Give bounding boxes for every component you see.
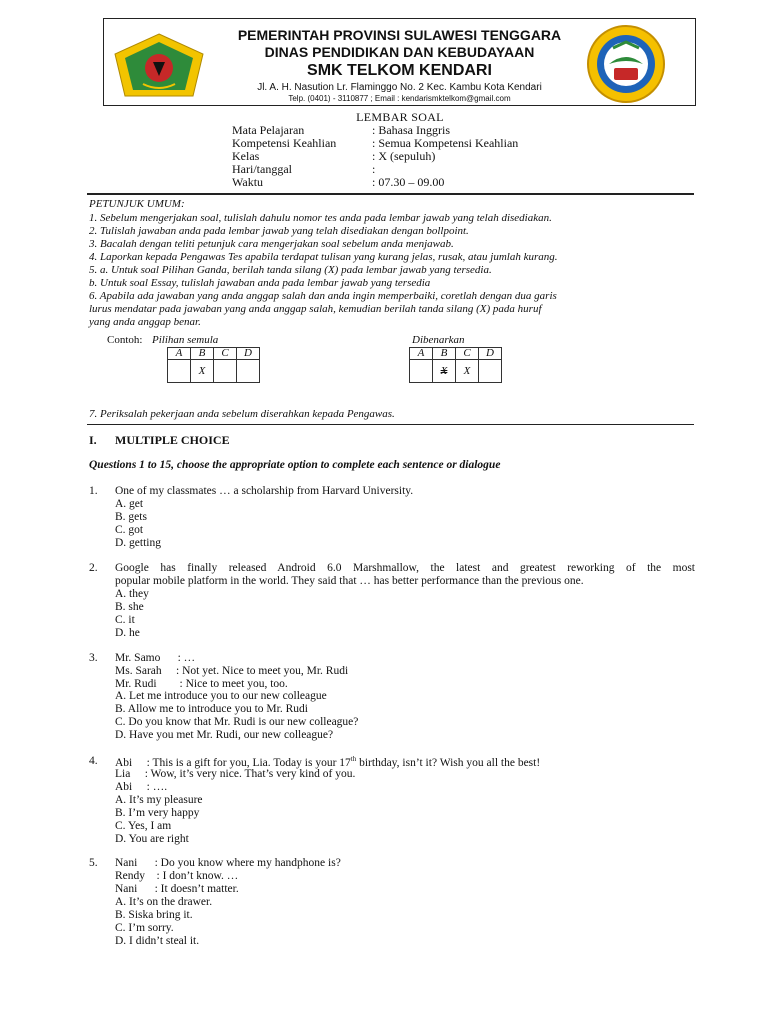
header-contact: Telp. (0401) - 3110877 ; Email : kendarismktelkom@gmail.com [288, 94, 511, 103]
letter-cell: D [479, 348, 502, 360]
question-text: popular mobile platform in the world. They said that … has better performance than the previous one. [115, 575, 584, 587]
letter-cell: B [433, 348, 456, 360]
dialogue-line [115, 755, 540, 769]
dialogue-line: Nani : It doesn’t matter. [115, 883, 239, 895]
option: C. Yes, I am [115, 820, 172, 832]
instruction-item: 6. Apabila ada jawaban yang anda anggap salah dan anda ingin memperbaiki, coretlah dengan dua garis [89, 290, 557, 302]
letter-cell: B [191, 348, 214, 360]
question-number: 1. [89, 485, 98, 497]
meta-value: : Semua Kompetensi Keahlian [372, 136, 519, 150]
letter-cell: C [456, 348, 479, 360]
answer-cell-crossed: X [433, 360, 456, 383]
section-instruction: Questions 1 to 15, choose the appropriate option to complete each sentence or dialogue [89, 459, 501, 471]
option: C. it [115, 614, 135, 626]
header-address: Jl. A. H. Nasution Lr. Flaminggo No. 2 Kec. Kambu Kota Kendari [257, 82, 542, 93]
instruction-item: yang anda anggap benar. [89, 316, 201, 328]
option: A. they [115, 588, 149, 600]
question-text: One of my classmates … a scholarship from Harvard University. [115, 485, 414, 497]
example-label: Contoh: [107, 334, 143, 346]
instruction-item: 4. Laporkan kepada Pengawas Tes apabila terdapat tulisan yang kurang jelas, rusak, atau jumlah kurang. [89, 251, 558, 263]
option: B. she [115, 601, 144, 613]
option: B. I’m very happy [115, 807, 200, 819]
dialogue-line: Abi : …. [115, 781, 168, 793]
instruction-item: b. Untuk soal Essay, tulislah jawaban anda pada lembar jawab yang tersedia [89, 277, 431, 289]
header-department: DINAS PENDIDIKAN DAN KEBUDAYAAN [264, 44, 535, 60]
example-answer-grid-original [167, 347, 260, 383]
meta-value: : [372, 162, 376, 176]
header-school: SMK TELKOM KENDARI [307, 62, 492, 79]
option: A. It’s my pleasure [115, 794, 203, 806]
option: A. get [115, 498, 144, 510]
meta-value: : 07.30 – 09.00 [372, 175, 445, 189]
dialogue-line: Rendy : I don’t know. … [115, 870, 239, 882]
option: A. It’s on the drawer. [115, 896, 213, 908]
option: D. You are right [115, 833, 189, 845]
option: B. Siska bring it. [115, 909, 193, 921]
ordinal-suffix: th [350, 755, 357, 763]
letter-cell: C [214, 348, 237, 360]
original-choice-label: Pilihan semula [152, 334, 219, 346]
instruction-item: lurus mendatar pada jawaban yang anda anggap salah, kemudian berilah tanda silang (X) pada huruf [89, 303, 542, 315]
instruction-item: 3. Bacalah dengan teliti petunjuk cara mengerjakan soal sebelum anda menjawab. [89, 238, 454, 250]
answer-cell [479, 360, 502, 383]
letter-cell: A [168, 348, 191, 360]
dialogue-line: Mr. Rudi : Nice to meet you, too. [115, 678, 288, 690]
divider-middle [87, 424, 694, 425]
header-government: PEMERINTAH PROVINSI SULAWESI TENGGARA [237, 27, 562, 43]
answer-cell [214, 360, 237, 383]
option: B. gets [115, 511, 147, 523]
dialogue-text: birthday, isn’t it? Wish you all the best! [356, 756, 541, 769]
instruction-item: 2. Tulislah jawaban anda pada lembar jawab yang telah disediakan dengan bollpoint. [89, 225, 469, 237]
answer-cell [410, 360, 433, 383]
instruction-item: 1. Sebelum mengerjakan soal, tulislah dahulu nomor tes anda pada lembar jawab yang telah disediakan. [89, 212, 552, 224]
option: D. Have you met Mr. Rudi, our new colleague? [115, 729, 334, 741]
divider-top [87, 193, 694, 195]
option: C. Do you know that Mr. Rudi is our new colleague? [115, 716, 359, 728]
question-number: 2. [89, 562, 98, 574]
option: D. I didn’t steal it. [115, 935, 200, 947]
option: C. got [115, 524, 144, 536]
question-number: 3. [89, 652, 98, 664]
meta-label: Mata Pelajaran [232, 123, 305, 137]
corrected-label: Dibenarkan [412, 334, 465, 346]
section-title: MULTIPLE CHOICE [115, 433, 230, 447]
meta-label: Hari/tanggal [232, 162, 292, 176]
dialogue-line: Nani : Do you know where my handphone is? [115, 857, 341, 869]
meta-value: : X (sepuluh) [372, 149, 436, 163]
option: D. he [115, 627, 140, 639]
instructions-title: PETUNJUK UMUM: [89, 198, 185, 210]
question-number: 5. [89, 857, 98, 869]
dialogue-line: Mr. Samo : … [115, 652, 196, 664]
instruction-item: 5. a. Untuk soal Pilihan Ganda, berilah tanda silang (X) pada lembar jawab yang tersedia. [89, 264, 492, 276]
sheet-title: LEMBAR SOAL [356, 110, 444, 124]
question-number: 4. [89, 755, 98, 767]
question-text: Google has finally released Android 6.0 Marshmallow, the latest and greatest reworking of the most [115, 562, 695, 574]
letter-cell: A [410, 348, 433, 360]
letter-cell: D [237, 348, 260, 360]
instruction-item: 7. Periksalah pekerjaan anda sebelum diserahkan kepada Pengawas. [89, 408, 395, 420]
dialogue-line: Lia : Wow, it’s very nice. That’s very kind of you. [115, 768, 356, 780]
school-logo [583, 24, 669, 104]
section-number: I. [89, 433, 97, 447]
example-answer-grid-corrected [409, 347, 502, 383]
meta-label: Kelas [232, 149, 260, 163]
option: A. Let me introduce you to our new colleague [115, 690, 327, 702]
option: B. Allow me to introduce you to Mr. Rudi [115, 703, 308, 715]
answer-cell [168, 360, 191, 383]
option: D. getting [115, 537, 161, 549]
meta-label: Kompetensi Keahlian [232, 136, 337, 150]
meta-label: Waktu [232, 175, 264, 189]
dialogue-text: Abi : This is a gift for you, Lia. Today is your 17 [115, 756, 351, 769]
answer-cell [237, 360, 260, 383]
meta-value: : Bahasa Inggris [372, 123, 450, 137]
answer-cell-marked: X [191, 360, 214, 383]
dialogue-line: Ms. Sarah : Not yet. Nice to meet you, Mr. Rudi [115, 665, 349, 677]
option: C. I’m sorry. [115, 922, 174, 934]
answer-cell-marked: X [456, 360, 479, 383]
